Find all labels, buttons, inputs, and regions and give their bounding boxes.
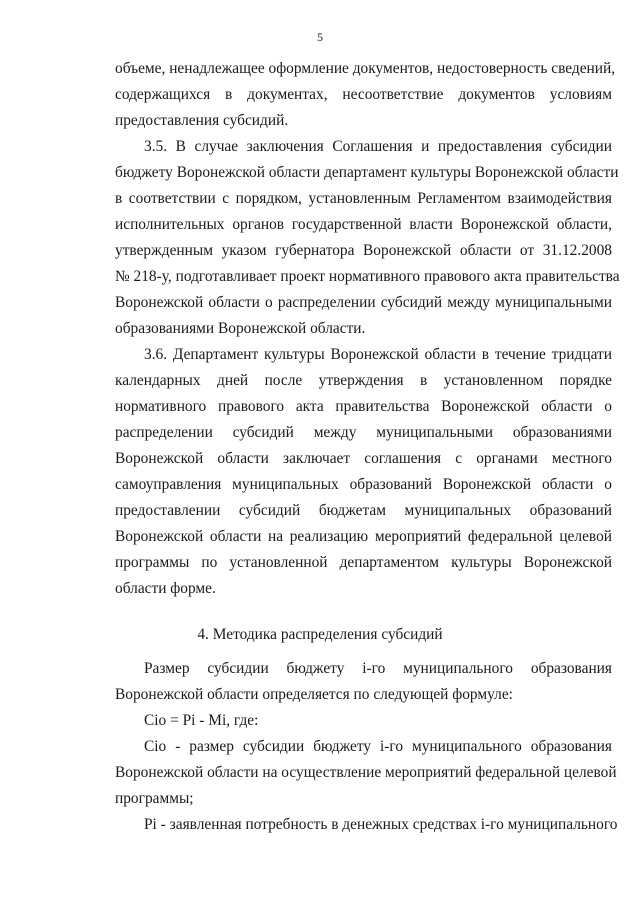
text-line: 3.5. В случае заключения Соглашения и предоставления субсидии bbox=[144, 138, 612, 155]
text-line: образованиями Воронежской области. bbox=[115, 320, 366, 337]
text-line: Сio - размер субсидии бюджету i-го муниципального образования bbox=[144, 738, 612, 755]
text-line: самоуправления муниципальных образований Воронежской области о bbox=[115, 476, 612, 493]
text-line: Pi - заявленная потребность в денежных средствах i-го муниципального bbox=[144, 816, 618, 833]
text-line: Воронежской области на реализацию мероприятий федеральной целевой bbox=[115, 528, 612, 545]
text-line: № 218-у, подготавливает проект нормативного правового акта правительства bbox=[115, 268, 620, 285]
paragraph-3-5 bbox=[115, 134, 620, 342]
text-line: Размер субсидии бюджету i-го муниципального образования bbox=[144, 660, 612, 677]
text-line: предоставления субсидий. bbox=[115, 112, 289, 129]
text-line: исполнительных органов государственной власти Воронежской области, bbox=[115, 216, 612, 233]
formula-line: Сio = Pi - Mi, где: bbox=[144, 712, 259, 729]
text-line: предоставлении субсидий бюджетам муниципальных образований bbox=[115, 502, 612, 519]
text-line: объеме, ненадлежащее оформление документов, недостоверность сведений, bbox=[115, 60, 616, 77]
text-line: нормативного правового акта правительства Воронежской области о bbox=[115, 398, 612, 415]
text-line: области форме. bbox=[115, 580, 216, 597]
text-line: календарных дней после утверждения в установленном порядке bbox=[115, 372, 612, 389]
text-line: Воронежской области заключает соглашения с органами местного bbox=[115, 450, 612, 467]
text-line: 3.6. Департамент культуры Воронежской области в течение тридцати bbox=[144, 346, 612, 363]
text-line: программы; bbox=[115, 790, 194, 807]
paragraph-3-6 bbox=[115, 342, 612, 602]
page-number: 5 bbox=[317, 30, 323, 44]
text-line: утвержденным указом губернатора Воронежской области от 31.12.2008 bbox=[115, 242, 612, 259]
text-line: Воронежской области о распределении субсидий между муниципальными bbox=[115, 294, 612, 311]
paragraph-methodology bbox=[115, 656, 618, 838]
text-line: Воронежской области на осуществление мероприятий федеральной целевой bbox=[115, 764, 617, 781]
section-heading: 4. Методика распределения субсидий bbox=[197, 626, 443, 643]
text-line: программы по установленной департаментом культуры Воронежской bbox=[115, 554, 612, 571]
text-line: содержащихся в документах, несоответствие документов условиям bbox=[115, 86, 612, 103]
paragraph-continuation bbox=[115, 56, 616, 134]
text-line: распределении субсидий между муниципальными образованиями bbox=[115, 424, 612, 441]
text-line: в соответствии с порядком, установленным Регламентом взаимодействия bbox=[115, 190, 612, 207]
text-line: бюджету Воронежской области департамент культуры Воронежской области bbox=[115, 164, 619, 181]
text-line: Воронежской области определяется по следующей формуле: bbox=[115, 686, 513, 703]
